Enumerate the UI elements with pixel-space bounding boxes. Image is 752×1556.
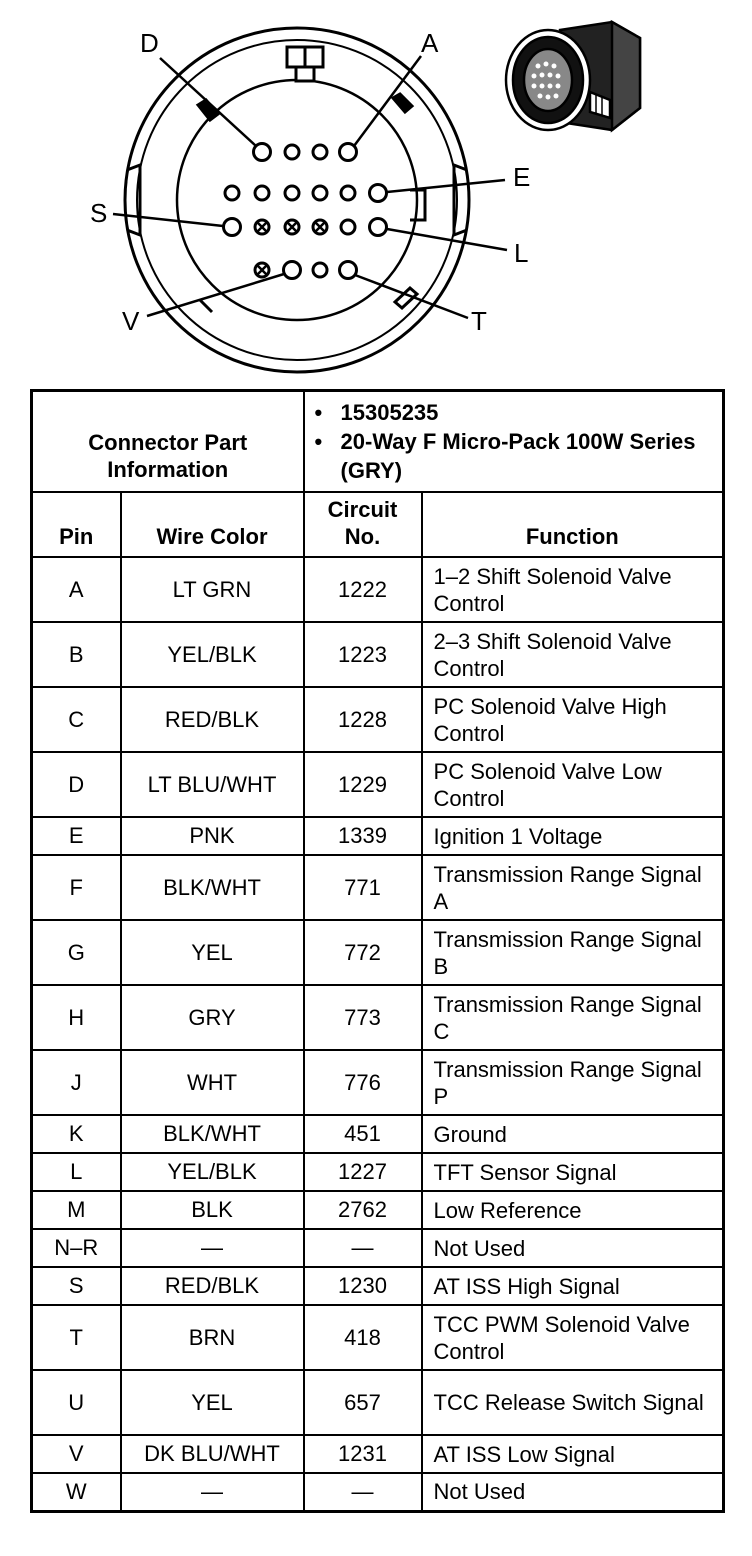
table-row xyxy=(32,855,724,920)
pin-cell: T xyxy=(32,1305,121,1370)
circuit-cell: 2762 xyxy=(304,1191,422,1229)
connector-pin-table xyxy=(30,389,725,1513)
callout-a: A xyxy=(421,28,439,58)
function-cell: Transmission Range Signal P xyxy=(422,1050,724,1115)
table-row xyxy=(32,1115,724,1153)
function-cell: Transmission Range Signal C xyxy=(422,985,724,1050)
table-row xyxy=(32,1435,724,1473)
wire-color-cell: BRN xyxy=(121,1305,304,1370)
wire-color-cell: WHT xyxy=(121,1050,304,1115)
connector-thumbnail xyxy=(506,22,640,130)
circuit-cell: 1227 xyxy=(304,1153,422,1191)
circuit-cell: 773 xyxy=(304,985,422,1050)
table-row xyxy=(32,1153,724,1191)
function-cell: PC Solenoid Valve Low Control xyxy=(422,752,724,817)
circuit-cell: — xyxy=(304,1229,422,1267)
table-row xyxy=(32,1370,724,1435)
callout-v: V xyxy=(122,306,140,336)
circuit-cell: 1231 xyxy=(304,1435,422,1473)
pin-cell: D xyxy=(32,752,121,817)
wire-color-cell: — xyxy=(121,1473,304,1511)
table-row xyxy=(32,985,724,1050)
circuit-cell: 418 xyxy=(304,1305,422,1370)
function-cell: Low Reference xyxy=(422,1191,724,1229)
table-row xyxy=(32,622,724,687)
circuit-cell: — xyxy=(304,1473,422,1511)
callout-e: E xyxy=(513,162,531,192)
connector-info-label xyxy=(32,391,304,493)
pin-cell: H xyxy=(32,985,121,1050)
wire-color-cell: YEL/BLK xyxy=(121,622,304,687)
header-function: Function xyxy=(422,492,724,557)
table-row xyxy=(32,1050,724,1115)
function-cell: TFT Sensor Signal xyxy=(422,1153,724,1191)
function-cell: Not Used xyxy=(422,1473,724,1511)
wire-color-cell: YEL xyxy=(121,1370,304,1435)
function-cell: PC Solenoid Valve High Control xyxy=(422,687,724,752)
pin-cell: U xyxy=(32,1370,121,1435)
table-row xyxy=(32,687,724,752)
table-row xyxy=(32,1191,724,1229)
wire-color-cell: GRY xyxy=(121,985,304,1050)
connector-face xyxy=(125,28,469,372)
pin-cell: N–R xyxy=(32,1229,121,1267)
table-row xyxy=(32,1305,724,1370)
function-cell: Ignition 1 Voltage xyxy=(422,817,724,855)
function-cell: Transmission Range Signal B xyxy=(422,920,724,985)
info-label-text: Connector Part Information xyxy=(88,429,248,482)
pin-cavities xyxy=(224,144,387,279)
circuit-cell: 1230 xyxy=(304,1267,422,1305)
function-cell: Transmission Range Signal A xyxy=(422,855,724,920)
connector-info-row xyxy=(32,391,724,493)
header-circuit-no xyxy=(304,492,422,557)
callout-leaders xyxy=(113,56,507,318)
circuit-cell: 1228 xyxy=(304,687,422,752)
circuit-cell: 1222 xyxy=(304,557,422,622)
function-cell: TCC PWM Solenoid Valve Control xyxy=(422,1305,724,1370)
wire-color-cell: LT GRN xyxy=(121,557,304,622)
pin-cell: A xyxy=(32,557,121,622)
part-number-bullet xyxy=(315,398,713,427)
function-cell: AT ISS Low Signal xyxy=(422,1435,724,1473)
wire-color-cell: BLK xyxy=(121,1191,304,1229)
pin-cell: F xyxy=(32,855,121,920)
wire-color-cell: — xyxy=(121,1229,304,1267)
circuit-cell: 657 xyxy=(304,1370,422,1435)
pin-cell: C xyxy=(32,687,121,752)
bullet-glyph: • xyxy=(314,429,323,454)
wire-color-cell: DK BLU/WHT xyxy=(121,1435,304,1473)
pin-cell: W xyxy=(32,1473,121,1511)
part-bullets xyxy=(304,391,724,493)
wire-color-cell: BLK/WHT xyxy=(121,855,304,920)
wire-color-cell: LT BLU/WHT xyxy=(121,752,304,817)
table-row xyxy=(32,557,724,622)
pin-cell: M xyxy=(32,1191,121,1229)
callout-t: T xyxy=(471,306,487,336)
pin-cell: E xyxy=(32,817,121,855)
table-row xyxy=(32,1473,724,1511)
pin-cell: J xyxy=(32,1050,121,1115)
pin-cell: L xyxy=(32,1153,121,1191)
header-circuit-text: Circuit No. xyxy=(327,497,398,549)
column-header-row xyxy=(32,492,724,557)
pin-cell: V xyxy=(32,1435,121,1473)
function-cell: TCC Release Switch Signal xyxy=(422,1370,724,1435)
pin-cell: K xyxy=(32,1115,121,1153)
bullet-glyph: • xyxy=(314,400,323,425)
circuit-cell: 1229 xyxy=(304,752,422,817)
pin-cell: S xyxy=(32,1267,121,1305)
circuit-cell: 776 xyxy=(304,1050,422,1115)
function-cell: 2–3 Shift Solenoid Valve Control xyxy=(422,622,724,687)
wire-color-cell: RED/BLK xyxy=(121,687,304,752)
function-cell: AT ISS High Signal xyxy=(422,1267,724,1305)
callout-d: D xyxy=(140,28,159,58)
wire-color-cell: RED/BLK xyxy=(121,1267,304,1305)
header-pin: Pin xyxy=(32,492,121,557)
table-row xyxy=(32,1267,724,1305)
part-number: 15305235 xyxy=(340,400,439,425)
function-cell: Ground xyxy=(422,1115,724,1153)
circuit-cell: 451 xyxy=(304,1115,422,1153)
callout-s: S xyxy=(90,198,108,228)
callout-l: L xyxy=(514,238,529,268)
circuit-cell: 1223 xyxy=(304,622,422,687)
table-row xyxy=(32,920,724,985)
header-wire-color: Wire Color xyxy=(121,492,304,557)
circuit-cell: 1339 xyxy=(304,817,422,855)
function-cell: Not Used xyxy=(422,1229,724,1267)
function-cell: 1–2 Shift Solenoid Valve Control xyxy=(422,557,724,622)
pin-cell: G xyxy=(32,920,121,985)
table-row xyxy=(32,752,724,817)
wire-color-cell: BLK/WHT xyxy=(121,1115,304,1153)
wire-color-cell: YEL xyxy=(121,920,304,985)
wire-color-cell: YEL/BLK xyxy=(121,1153,304,1191)
wire-color-cell: PNK xyxy=(121,817,304,855)
circuit-cell: 772 xyxy=(304,920,422,985)
table-row xyxy=(32,817,724,855)
connector-type: 20-Way F Micro-Pack 100W Series (GRY) xyxy=(340,429,696,483)
connector-type-bullet xyxy=(315,427,713,485)
connector-diagram xyxy=(0,0,752,380)
pin-cell: B xyxy=(32,622,121,687)
table-row xyxy=(32,1229,724,1267)
circuit-cell: 771 xyxy=(304,855,422,920)
